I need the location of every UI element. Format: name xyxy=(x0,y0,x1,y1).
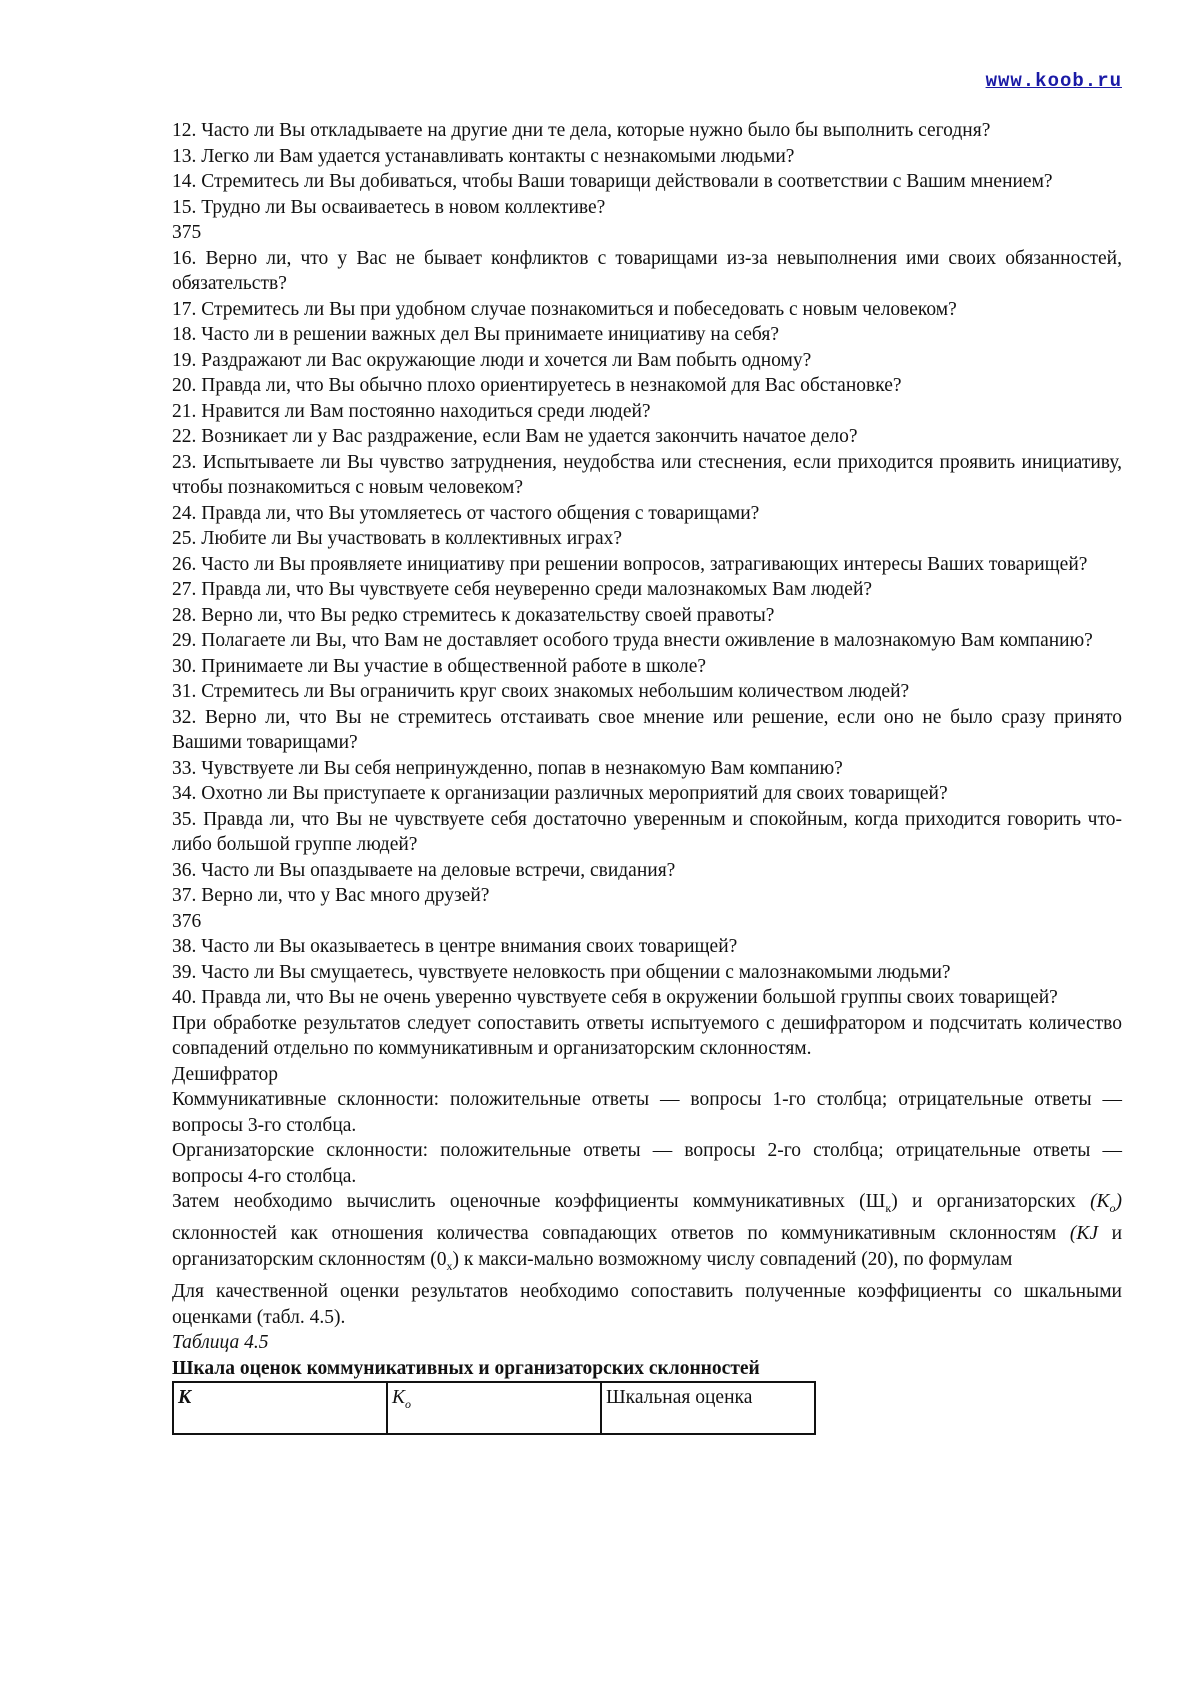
decoder-title: Дешифратор xyxy=(172,1062,1122,1088)
question-36: 36. Часто ли Вы опаздываете на деловые встречи, свидания? xyxy=(172,858,1122,884)
question-37: 37. Верно ли, что у Вас много друзей? xyxy=(172,883,1122,909)
question-12: 12. Часто ли Вы откладываете на другие дни те дела, которые нужно было бы выполнить сегодня? xyxy=(172,118,1122,144)
question-16: 16. Верно ли, что у Вас не бывает конфликтов с товарищами из-за невыполнения ими своих обязанностей, обязательств? xyxy=(172,246,1122,297)
coef-k0-text: (К xyxy=(1090,1191,1109,1212)
processing-paragraph: При обработке результатов следует сопоставить ответы испытуемого с дешифратором и подсчитать количество совпадений отдельно по коммуникативным и организаторским склонностям. xyxy=(172,1011,1122,1062)
question-35: 35. Правда ли, что Вы не чувствуете себя достаточно уверенным и спокойным, когда приходится говорить что-либо большой группе людей? xyxy=(172,807,1122,858)
question-13: 13. Легко ли Вам удается устанавливать контакты с незнакомыми людьми? xyxy=(172,144,1122,170)
communicative-paragraph: Коммуникативные склонности: положительные ответы — вопросы 1-го столбца; отрицательные ответы — вопросы 3-го столбца. xyxy=(172,1087,1122,1138)
question-27: 27. Правда ли, что Вы чувствуете себя неуверенно среди малознакомых Вам людей? xyxy=(172,577,1122,603)
page-number-375: 375 xyxy=(172,220,1122,246)
question-25: 25. Любите ли Вы участвовать в коллективных играх? xyxy=(172,526,1122,552)
coef-k0-sub: о xyxy=(1110,1201,1116,1215)
site-link[interactable]: www.koob.ru xyxy=(986,70,1122,92)
organizational-paragraph: Организаторские склонности: положительные ответы — вопросы 2-го столбца; отрицательные ответы — вопросы 4-го столбца. xyxy=(172,1138,1122,1189)
question-40: 40. Правда ли, что Вы не очень уверенно чувствуете себя в окружении большой группы своих товарищей? xyxy=(172,985,1122,1011)
question-21: 21. Нравится ли Вам постоянно находиться среди людей? xyxy=(172,399,1122,425)
coef-k0 xyxy=(1090,1191,1122,1212)
page-number-376: 376 xyxy=(172,909,1122,935)
question-30: 30. Принимаете ли Вы участие в общественной работе в школе? xyxy=(172,654,1122,680)
question-24: 24. Правда ли, что Вы утомляетесь от частого общения с товарищами? xyxy=(172,501,1122,527)
coef-sub-4: х xyxy=(447,1259,453,1273)
question-22: 22. Возникает ли у Вас раздражение, если Вам не удается закончить начатое дело? xyxy=(172,424,1122,450)
coef-text-1: Затем необходимо вычислить оценочные коэффициенты коммуникативных (Ш xyxy=(172,1191,885,1212)
table-col-ko-sub: о xyxy=(405,1397,411,1411)
coef-text-5: ) к макси-мально возможному числу совпадений (20), по формулам xyxy=(453,1249,1013,1270)
question-28: 28. Верно ли, что Вы редко стремитесь к доказательству своей правоты? xyxy=(172,603,1122,629)
question-20: 20. Правда ли, что Вы обычно плохо ориентируетесь в незнакомой для Вас обстановке? xyxy=(172,373,1122,399)
question-14: 14. Стремитесь ли Вы добиваться, чтобы Ваши товарищи действовали в соответствии с Вашим мнением? xyxy=(172,169,1122,195)
coef-text-4: и организаторским склонностям (0 xyxy=(172,1223,1122,1270)
question-39: 39. Часто ли Вы смущаетесь, чувствуете неловкость при общении с малознакомыми людьми? xyxy=(172,960,1122,986)
question-15: 15. Трудно ли Вы осваиваетесь в новом коллективе? xyxy=(172,195,1122,221)
question-18: 18. Часто ли в решении важных дел Вы принимаете инициативу на себя? xyxy=(172,322,1122,348)
table-col-ko xyxy=(387,1382,601,1434)
quality-paragraph: Для качественной оценки результатов необходимо сопоставить полученные коэффициенты со шкальными оценками (табл. 4.5). xyxy=(172,1279,1122,1330)
table-caption: Таблица 4.5 xyxy=(172,1330,1122,1356)
coefficient-paragraph xyxy=(172,1189,1122,1279)
question-19: 19. Раздражают ли Вас окружающие люди и хочется ли Вам побыть одному? xyxy=(172,348,1122,374)
table-header-row xyxy=(173,1382,815,1434)
question-31: 31. Стремитесь ли Вы ограничить круг своих знакомых небольшим количеством людей? xyxy=(172,679,1122,705)
question-29: 29. Полагаете ли Вы, что Вам не доставляет особого труда внести оживление в малознакомую Вам компанию? xyxy=(172,628,1122,654)
table-col-scale: Шкальная оценка xyxy=(601,1382,815,1434)
coef-kj: (KJ xyxy=(1070,1223,1098,1244)
table-title: Шкала оценок коммуникативных и организаторских склонностей xyxy=(172,1356,1122,1382)
coef-text-3: склонностей как отношения количества совпадающих ответов по коммуникативным склонностям xyxy=(172,1223,1070,1244)
question-33: 33. Чувствуете ли Вы себя непринужденно, попав в незнакомую Вам компанию? xyxy=(172,756,1122,782)
question-32: 32. Верно ли, что Вы не стремитесь отстаивать свое мнение или решение, если оно не было сразу принято Вашими товарищами? xyxy=(172,705,1122,756)
table-col-k: К xyxy=(173,1382,387,1434)
coef-text-2: ) и организаторских xyxy=(891,1191,1090,1212)
scale-table xyxy=(172,1381,816,1435)
document-body xyxy=(172,118,1122,1435)
question-17: 17. Стремитесь ли Вы при удобном случае познакомиться и побеседовать с новым человеком? xyxy=(172,297,1122,323)
coef-k0-end: ) xyxy=(1116,1191,1123,1212)
question-34: 34. Охотно ли Вы приступаете к организации различных мероприятий для своих товарищей? xyxy=(172,781,1122,807)
question-23: 23. Испытываете ли Вы чувство затруднения, неудобства или стеснения, если приходится проявить инициативу, чтобы познакомиться с новым человеком? xyxy=(172,450,1122,501)
table-col-ko-text: К xyxy=(392,1387,405,1408)
question-38: 38. Часто ли Вы оказываетесь в центре внимания своих товарищей? xyxy=(172,934,1122,960)
question-26: 26. Часто ли Вы проявляете инициативу при решении вопросов, затрагивающих интересы Ваших товарищей? xyxy=(172,552,1122,578)
coef-sub-1: к xyxy=(885,1201,891,1215)
